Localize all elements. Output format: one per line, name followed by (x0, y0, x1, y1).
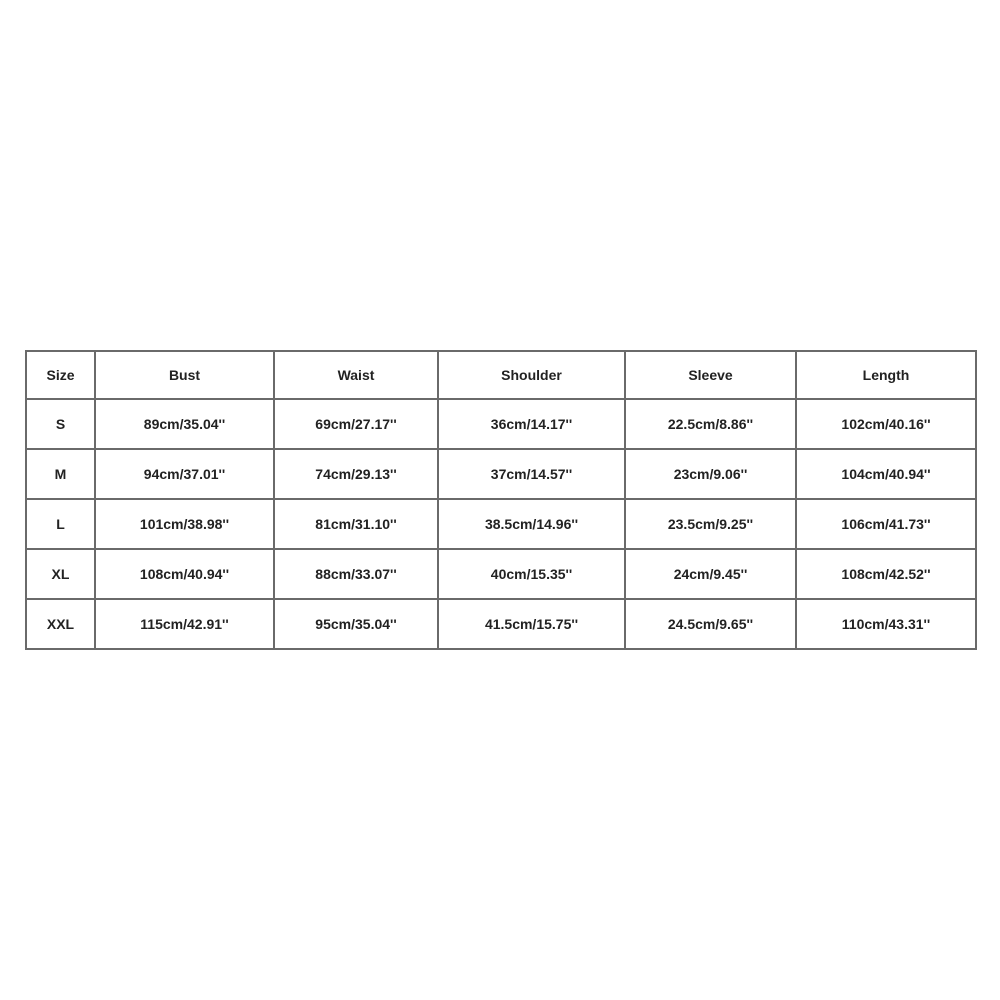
sleeve-cell: 24cm/9.45'' (625, 549, 796, 599)
waist-cell: 81cm/31.10'' (274, 499, 438, 549)
bust-cell: 108cm/40.94'' (95, 549, 274, 599)
header-row (26, 351, 976, 399)
header-length: Length (796, 351, 976, 399)
table-row (26, 549, 976, 599)
shoulder-cell: 41.5cm/15.75'' (438, 599, 625, 649)
waist-cell: 95cm/35.04'' (274, 599, 438, 649)
length-cell: 102cm/40.16'' (796, 399, 976, 449)
table-row (26, 449, 976, 499)
bust-cell: 115cm/42.91'' (95, 599, 274, 649)
waist-cell: 74cm/29.13'' (274, 449, 438, 499)
bust-cell: 94cm/37.01'' (95, 449, 274, 499)
length-cell: 110cm/43.31'' (796, 599, 976, 649)
size-cell: L (26, 499, 95, 549)
sleeve-cell: 24.5cm/9.65'' (625, 599, 796, 649)
header-waist: Waist (274, 351, 438, 399)
length-cell: 106cm/41.73'' (796, 499, 976, 549)
sleeve-cell: 23.5cm/9.25'' (625, 499, 796, 549)
sleeve-cell: 23cm/9.06'' (625, 449, 796, 499)
waist-cell: 88cm/33.07'' (274, 549, 438, 599)
size-cell: XL (26, 549, 95, 599)
header-sleeve: Sleeve (625, 351, 796, 399)
bust-cell: 89cm/35.04'' (95, 399, 274, 449)
waist-cell: 69cm/27.17'' (274, 399, 438, 449)
sleeve-cell: 22.5cm/8.86'' (625, 399, 796, 449)
table-row (26, 499, 976, 549)
length-cell: 108cm/42.52'' (796, 549, 976, 599)
size-cell: M (26, 449, 95, 499)
bust-cell: 101cm/38.98'' (95, 499, 274, 549)
size-cell: XXL (26, 599, 95, 649)
shoulder-cell: 37cm/14.57'' (438, 449, 625, 499)
table-row (26, 599, 976, 649)
header-bust: Bust (95, 351, 274, 399)
table-row (26, 399, 976, 449)
shoulder-cell: 38.5cm/14.96'' (438, 499, 625, 549)
shoulder-cell: 36cm/14.17'' (438, 399, 625, 449)
header-size: Size (26, 351, 95, 399)
length-cell: 104cm/40.94'' (796, 449, 976, 499)
shoulder-cell: 40cm/15.35'' (438, 549, 625, 599)
header-shoulder: Shoulder (438, 351, 625, 399)
size-cell: S (26, 399, 95, 449)
size-chart-table (25, 350, 977, 650)
